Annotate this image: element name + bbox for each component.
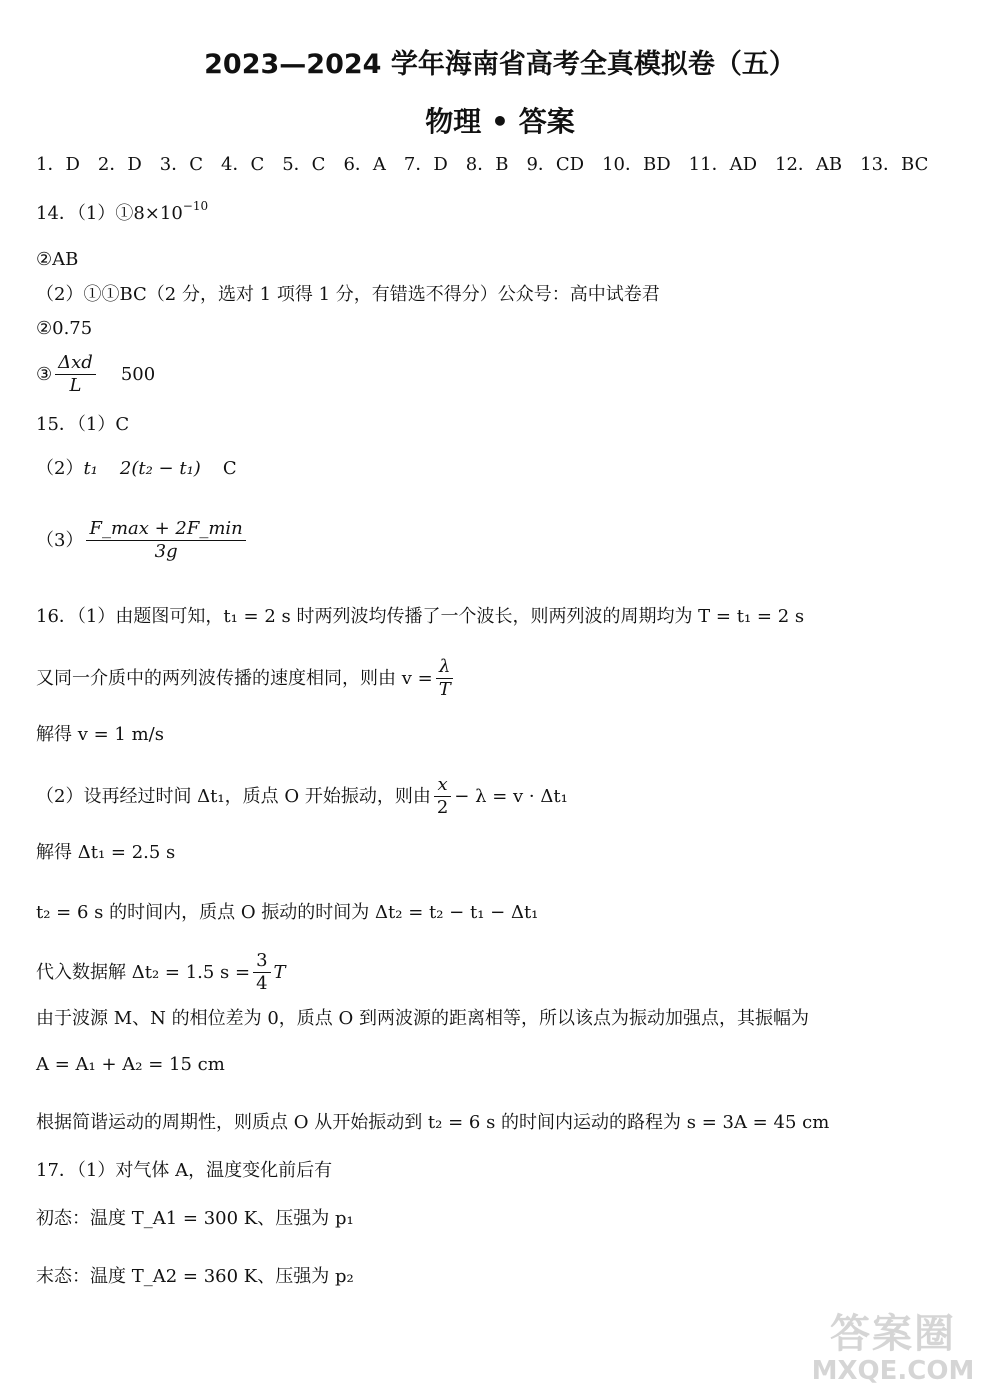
- q14-frac-num: Δxd: [55, 352, 96, 375]
- q16-line7: [36, 950, 286, 995]
- q17-line1: 17．（1）对气体 A，温度变化前后有: [36, 1160, 333, 1181]
- q16-l7-fraction: [253, 950, 270, 995]
- q15-part1: 15．（1）C: [36, 414, 130, 435]
- watermark-logo: [808, 1312, 978, 1392]
- q16-line10: 根据简谐运动的周期性，则质点 O 从开始振动到 t₂ = 6 s 的时间内运动的路程为 s = 3A = 45 cm: [36, 1112, 830, 1133]
- q15-p3-prefix: （3）: [36, 529, 84, 551]
- page-title: 2023—2024 学年海南省高考全真模拟卷（五）: [204, 49, 796, 80]
- q16-l2-fraction: [436, 656, 454, 701]
- watermark-top: 答案圈: [830, 1311, 956, 1357]
- page-subtitle: 物理 • 答案: [425, 105, 575, 138]
- q16-l2-num: λ: [436, 656, 453, 679]
- q16-l2-prefix: 又同一介质中的两列波传播的速度相同，则由 v =: [36, 667, 433, 689]
- q16-line6: t₂ = 6 s 的时间内，质点 O 振动的时间为 Δt₂ = t₂ − t₁ − Δt₁: [36, 902, 539, 923]
- q16-l4-den: 2: [436, 797, 449, 818]
- q14-part1: [36, 199, 209, 225]
- q16-line5: 解得 Δt₁ = 2.5 s: [36, 842, 176, 863]
- q16-line1: 16．（1）由题图可知，t₁ = 2 s 时两列波均传播了一个波长，则两列波的周期均为 T = t₁ = 2 s: [36, 606, 805, 627]
- q15-p2-a: t₁: [83, 458, 98, 479]
- q15-p2-prefix: （2）: [36, 458, 84, 479]
- q14-part2-a: （2）①①BC（2 分，选对 1 项得 1 分，有错选不得分）公众号：高中试卷君: [36, 284, 660, 305]
- q16-line2: [36, 656, 457, 701]
- q15-frac-den: 3g: [154, 541, 178, 562]
- choice-answers: 1．D 2．D 3．C 4．C 5．C 6．A 7．D 8．B 9．CD 10．BD 11．AD 12．AB 13．BC: [36, 154, 929, 175]
- q16-line9: A = A₁ + A₂ = 15 cm: [36, 1054, 225, 1075]
- q15-p2-c: C: [222, 458, 237, 479]
- q15-part2: [36, 458, 237, 480]
- q14-part2-c: [36, 352, 155, 397]
- q15-frac-num: F_max + 2F_min: [86, 518, 245, 541]
- q16-l4-prefix: （2）设再经过时间 Δt₁，质点 O 开始振动，则由: [36, 785, 431, 807]
- watermark-url: MXQE.COM: [811, 1356, 975, 1386]
- q14-p1-prefix: 14．（1）①8×10: [36, 203, 183, 224]
- q16-line4: [36, 774, 568, 819]
- q14-part1-b: ②AB: [36, 249, 79, 270]
- q16-l7-suffix: T: [273, 961, 286, 983]
- q16-l4-suffix: − λ = v · Δt₁: [454, 785, 568, 807]
- q17-line2: 初态：温度 T_A1 = 300 K、压强为 p₁: [36, 1208, 354, 1229]
- q16-l7-prefix: 代入数据解 Δt₂ = 1.5 s =: [36, 961, 251, 983]
- q16-l4-fraction: [434, 774, 451, 819]
- q15-p2-b: 2(t₂ − t₁): [119, 458, 201, 479]
- q14-fraction: [55, 352, 96, 397]
- q16-l2-den: T: [438, 679, 451, 700]
- q14-frac-den: L: [69, 375, 82, 396]
- q16-l4-num: x: [434, 774, 450, 797]
- q14-p1-exp: −10: [182, 199, 209, 213]
- q14-part2-b: ②0.75: [36, 318, 93, 339]
- q17-line3: 末态：温度 T_A2 = 360 K、压强为 p₂: [36, 1266, 354, 1287]
- q16-l7-den: 4: [256, 973, 268, 994]
- q16-l7-num: 3: [253, 950, 270, 973]
- q16-line3: 解得 v = 1 m/s: [36, 724, 164, 745]
- q16-line8: 由于波源 M、N 的相位差为 0，质点 O 到两波源的距离相等，所以该点为振动加强点，其振幅为: [36, 1008, 809, 1029]
- q15-fraction: [86, 518, 245, 563]
- q14-p2c-prefix: ③: [36, 363, 53, 385]
- q15-part3: [36, 518, 249, 563]
- q14-p2c-value: 500: [120, 363, 156, 385]
